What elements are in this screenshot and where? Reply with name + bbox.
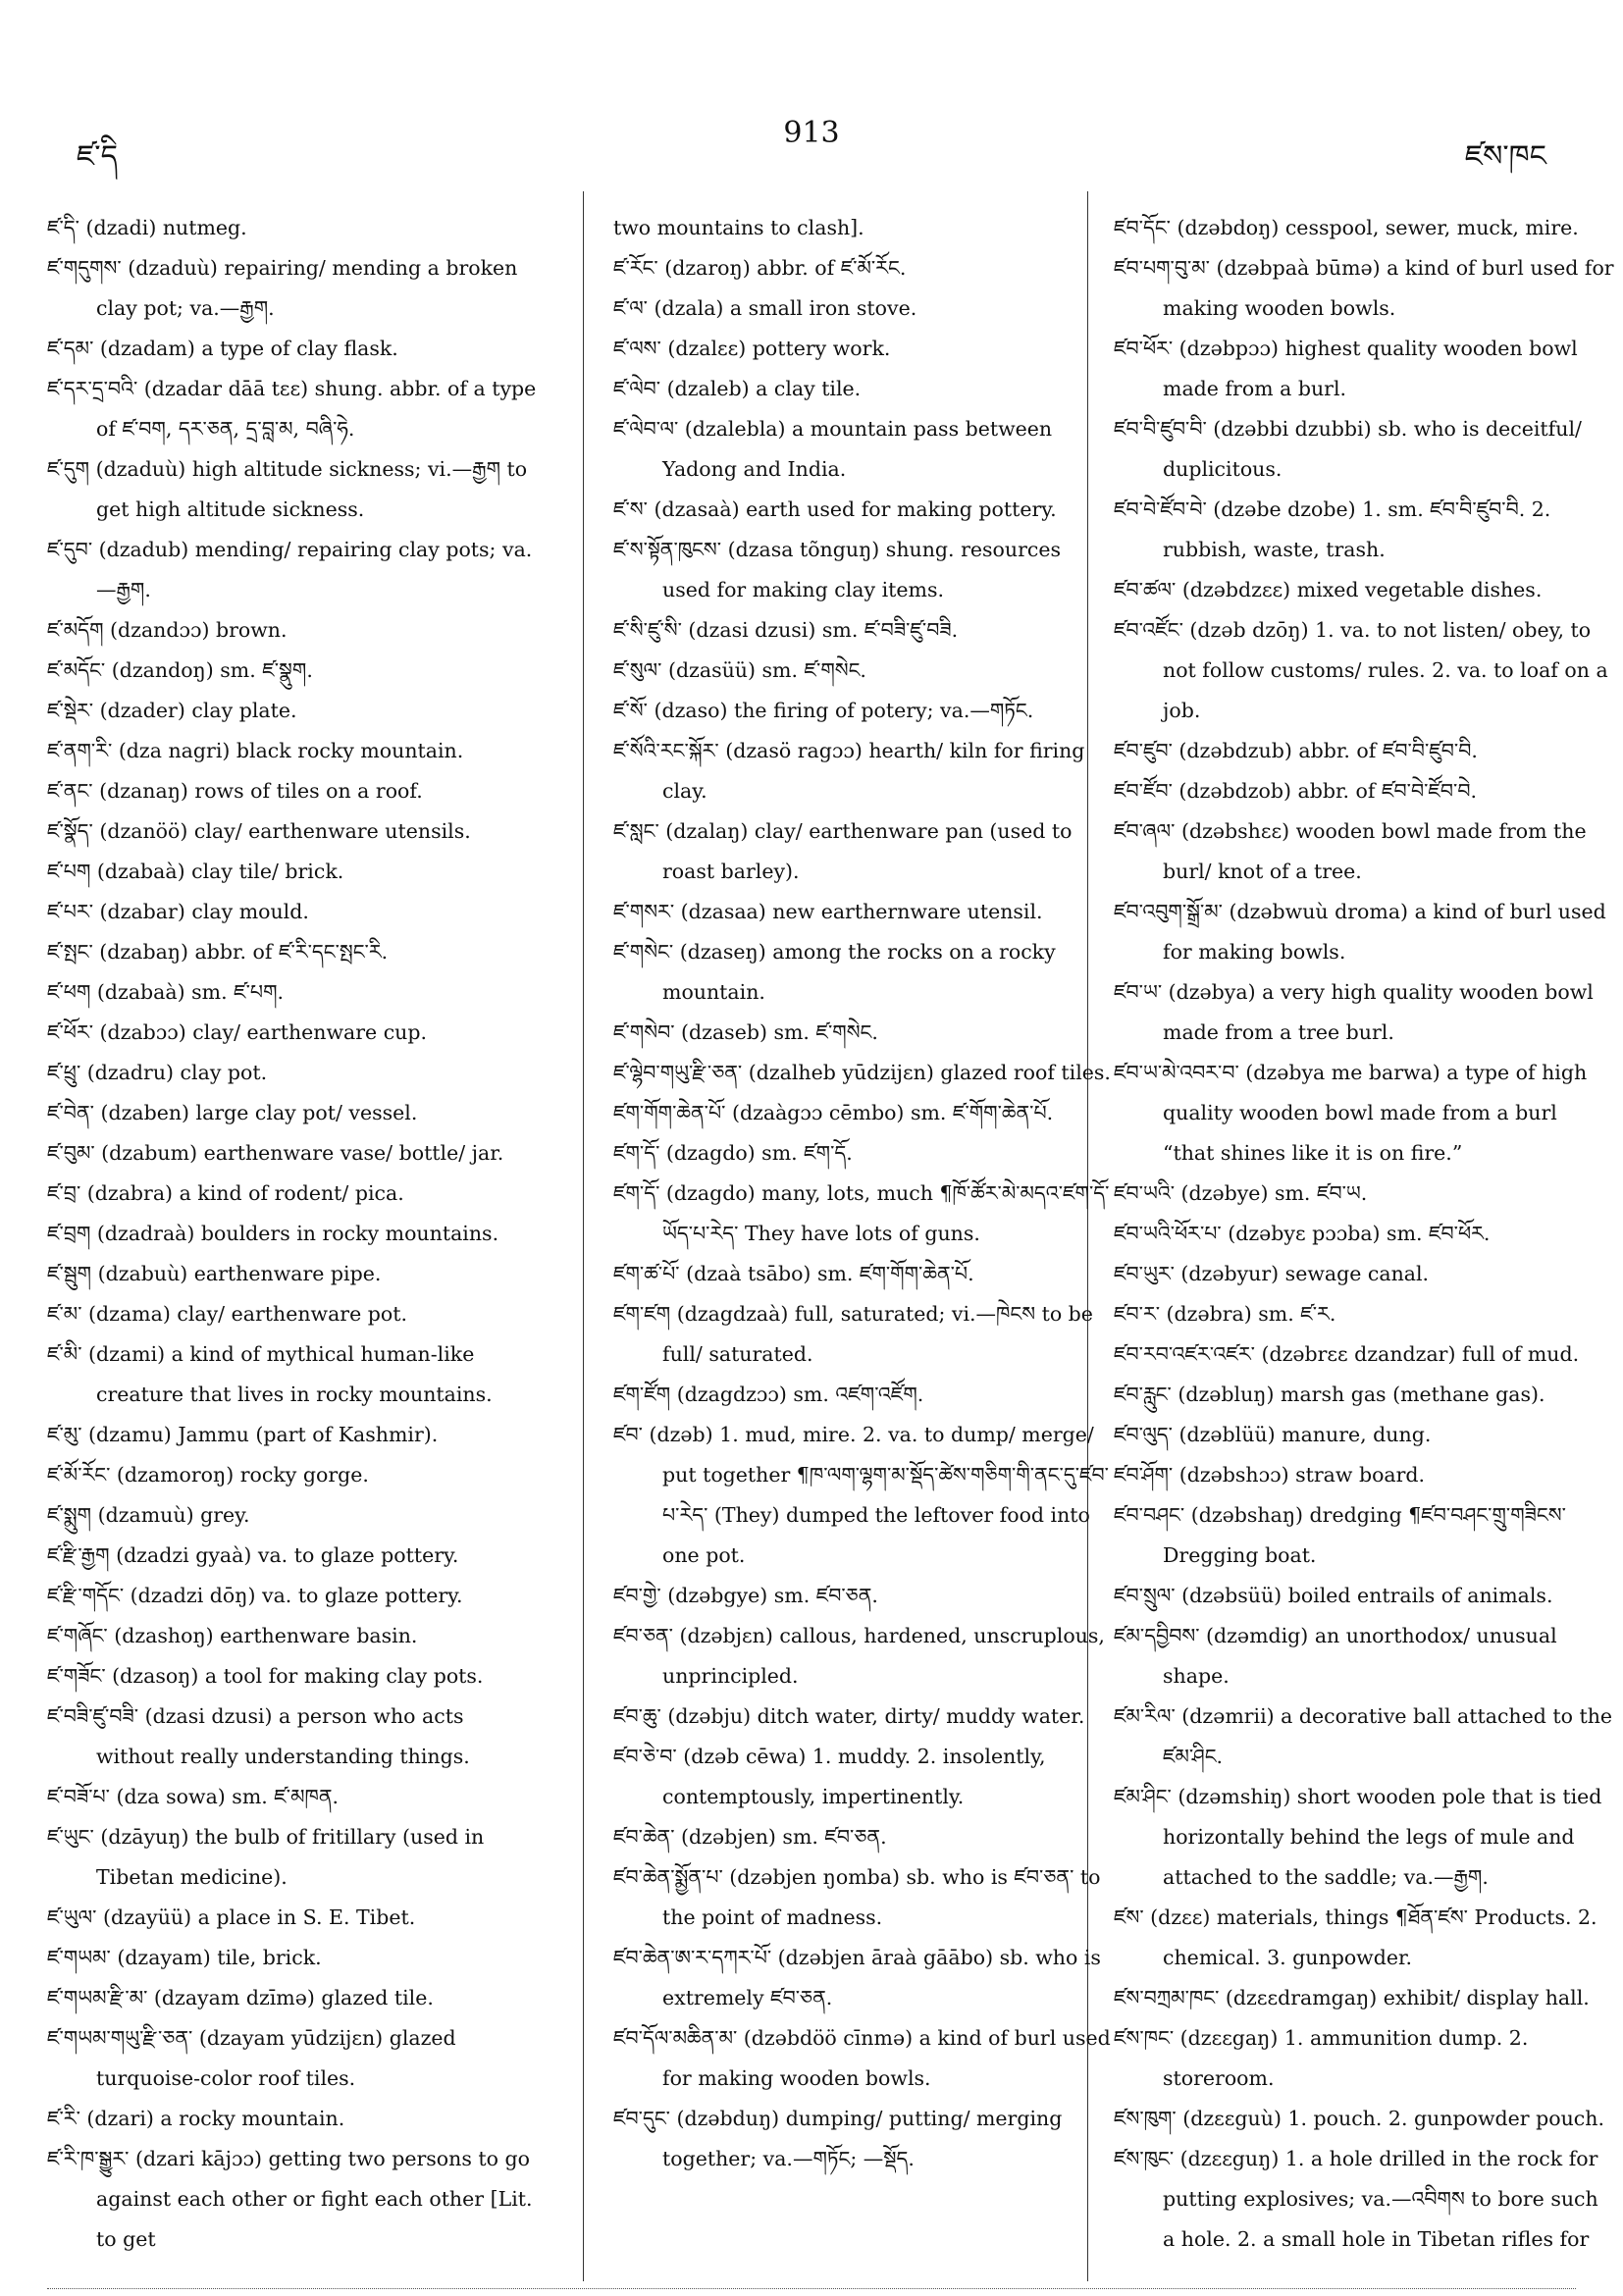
- dictionary-entry: ཛ་མོ་རོང་ (dzamoroŋ) rocky gorge.: [47, 1463, 369, 1487]
- dictionary-entry: ཛབ་ཞལ་ (dzəbshεε) wooden bowl made from the burl/ knot of a tree.: [1114, 819, 1587, 883]
- dictionary-entry: ཛབ་རབ་འཛར་འཛར་ (dzəbrεε dzandzar) full of mud.: [1114, 1342, 1580, 1366]
- dictionary-entry: ཛ་གཡམ་རྫི་མ་ (dzayam dzīmə) glazed tile.: [47, 1986, 434, 2009]
- dictionary-entry: ཛ་བྲག (dzadraà) boulders in rocky mountains.: [47, 1222, 499, 1245]
- dictionary-entry: ཛ་གཡམ་གཡུ་རྫི་ཅན་ (dzayam yūdzijεn) glazed turquoise-color roof tiles.: [47, 2026, 456, 2090]
- dictionary-entry: ཛ་དུབ་ (dzadub) mending/ repairing clay pots; va.—རྒྱག.: [47, 538, 533, 601]
- dictionary-entry: ཛབ་ཅན་ (dzəbjεn) callous, hardened, unscruplous, unprincipled.: [613, 1624, 1105, 1688]
- dictionary-entry: ཛབ་འབུག་སྒྲོ་མ་ (dzəbwuù droma) a kind of burl used for making bowls.: [1114, 900, 1606, 964]
- dictionary-entry: ཛབ་ཡའི་ (dzəbye) sm. ཛབ་ཡ.: [1114, 1181, 1368, 1205]
- dictionary-entry: ཛ་སུལ་ (dzasüü) sm. ཛ་གསེང.: [613, 658, 866, 682]
- dictionary-entry: ཛ་དི་ (dzadi) nutmeg.: [47, 216, 247, 239]
- dictionary-entry: ཛ་དམ་ (dzadam) a type of clay flask.: [47, 337, 398, 360]
- footer-rule: [47, 2288, 1576, 2289]
- dictionary-entry: ཛ་མདོག (dzandɔɔ) brown.: [47, 618, 288, 642]
- dictionary-entry: ཛབ་བི་ཛུབ་བི་ (dzəbbi dzubbi) sb. who is deceitful/ duplicitous.: [1114, 417, 1582, 481]
- dictionary-entry: ཛ་ནག་རི་ (dza nagri) black rocky mountain.: [47, 739, 464, 762]
- dictionary-entry: ཛས་ཁུག་ (dzεεguù) 1. pouch. 2. gunpowder pouch.: [1114, 2107, 1604, 2130]
- dictionary-entry: ཛབ་དུང་ (dzəbduŋ) dumping/ putting/ merging together; va.—གཏོང; —སྡོད.: [613, 2107, 1063, 2170]
- dictionary-entry: ཛ་གཞོང་ (dzashoŋ) earthenware basin.: [47, 1624, 418, 1647]
- dictionary-entry: ཛབ་དོལ་མཆིན་མ་ (dzəbdöö cīnmə) a kind of burl used for making wooden bowls.: [613, 2026, 1111, 2090]
- dictionary-entry: ཛ་ས་ (dzasaà) earth used for making pottery.: [613, 497, 1057, 521]
- dictionary-entry: ཛབ་ཅེ་བ་ (dzəb cēwa) 1. muddy. 2. insolently, contemptously, impertinently.: [613, 1745, 1046, 1808]
- dictionary-entry: ཛབ་ཛོབ་ (dzəbdzob) abbr. of ཛབ་བེ་ཛོབ་བེ.: [1114, 779, 1477, 803]
- right-guide-word: ཛས་ཁང: [1464, 139, 1546, 174]
- dictionary-entry: ཛས་ཁང་ (dzεεgaŋ) 1. ammunition dump. 2. storeroom.: [1114, 2026, 1529, 2090]
- dictionary-entry: ཛ་སོ་ (dzaso) the firing of potery; va.—གཏོང.: [613, 699, 1034, 722]
- dictionary-entry: ཛ་ཕོར་ (dzabɔɔ) clay/ earthenware cup.: [47, 1020, 428, 1044]
- dictionary-entry: ཛས་ཁུང་ (dzεεguŋ) 1. a hole drilled in the rock for putting explosives; va.—འབིགས to bore such a hole. 2. a small hole in Tibetan rifles for: [1114, 2147, 1598, 2251]
- dictionary-entry: ཛབ་ཡ་ (dzəbya) a very high quality wooden bowl made from a tree burl.: [1114, 980, 1594, 1044]
- dictionary-entry: ཛ་གཡམ་ (dzayam) tile, brick.: [47, 1946, 322, 1969]
- dictionary-entry: ཛ་པག (dzabaà) clay tile/ brick.: [47, 860, 344, 883]
- dictionary-entry: ཛ་མ་ (dzama) clay/ earthenware pot.: [47, 1302, 407, 1326]
- dictionary-entry: ཛབ་ཆུ་ (dzəbju) ditch water, dirty/ muddy water.: [613, 1704, 1085, 1728]
- dictionary-entry: ཛ་བེན་ (dzaben) large clay pot/ vessel.: [47, 1101, 418, 1124]
- dictionary-entry: ཛབ་ཡ་མེ་འབར་བ་ (dzəbya me barwa) a type of high quality wooden bowl made from a burl “that shines like it is on fire.”: [1114, 1061, 1588, 1165]
- dictionary-entry: ཛ་རོང་ (dzaroŋ) abbr. of ཛ་མོ་རོང.: [613, 256, 907, 280]
- dictionary-entry: ཛ་གསེབ་ (dzaseb) sm. ཛ་གསེང.: [613, 1020, 878, 1044]
- dictionary-entry: ཛ་པར་ (dzabar) clay mould.: [47, 900, 309, 923]
- dictionary-entry: ཛབ་ལུད་ (dzəblüü) manure, dung.: [1114, 1423, 1432, 1446]
- dictionary-entry: ཛ་བྲ་ (dzabra) a kind of rodent/ pica.: [47, 1181, 404, 1205]
- dictionary-entry: ཛབ་བེ་ཛོབ་བེ་ (dzəbe dzobe) 1. sm. ཛབ་བི་ཛུབ་བི. 2. rubbish, waste, trash.: [1114, 497, 1551, 561]
- dictionary-entry: ཛ་གསར་ (dzasaa) new earthernware utensil.: [613, 900, 1043, 923]
- dictionary-entry: ཛབ་པག་བུ་མ་ (dzəbpaà būmə) a kind of burl used for making wooden bowls.: [1114, 256, 1614, 320]
- dictionary-entry: ཛ་སི་ཛུ་སི་ (dzasi dzusi) sm. ཛ་བཟི་ཛུ་བཟི.: [613, 618, 959, 642]
- dictionary-entry: ཛ་རྫི་གདོང་ (dzadzi dōŋ) va. to glaze pottery.: [47, 1584, 463, 1607]
- dictionary-column-1: [47, 208, 548, 2260]
- dictionary-entry: ཛབ་ཤོག་ (dzəbshɔɔ) straw board.: [1114, 1463, 1426, 1487]
- dictionary-entry: ཛག་ཚ་པོ་ (dzaà tsābo) sm. ཛག་གོག་ཆེན་པོ.: [613, 1262, 974, 1285]
- dictionary-entry: ཛ་ཡུལ་ (dzayüü) a place in S. E. Tibet.: [47, 1905, 416, 1929]
- dictionary-entry: ཛབ་ཚལ་ (dzəbdzεε) mixed vegetable dishes.: [1114, 578, 1543, 601]
- dictionary-entry: ཛ་སླང་ (dzalaŋ) clay/ earthenware pan (used to roast barley).: [613, 819, 1073, 883]
- dictionary-entry: ཛ་ས་སྟོན་ཁུངས་ (dzasa tõnguŋ) shung. resources used for making clay items.: [613, 538, 1062, 601]
- dictionary-entry: ཛ་རི་ (dzari) a rocky mountain.: [47, 2107, 345, 2130]
- dictionary-entry: ཛག་དོ་ (dzagdo) sm. ཛག་དོ.: [613, 1141, 853, 1165]
- dictionary-entry: ཛབ་ཡའི་ཕོར་པ་ (dzəbyε pɔɔba) sm. ཛབ་ཕོར.: [1114, 1222, 1491, 1245]
- dictionary-entry: ཛབ་ཕོར་ (dzəbpɔɔ) highest quality wooden bowl made from a burl.: [1114, 337, 1578, 400]
- dictionary-entry: ཛ་བཟི་ཛུ་བཟི་ (dzasi dzusi) a person who acts without really understanding things.: [47, 1704, 470, 1768]
- dictionary-entry: ཛབ་ཛུབ་ (dzəbdzub) abbr. of ཛབ་བི་ཛུབ་བི.: [1114, 739, 1478, 762]
- dictionary-entry: ཛ་སྡེར་ (dzader) clay plate.: [47, 699, 297, 722]
- dictionary-entry: ཛ་རྫི་རྒྱག (dzadzi gyaà) va. to glaze pottery.: [47, 1543, 459, 1567]
- page-number: 913: [783, 116, 840, 150]
- dictionary-entry: ཛ་མདོང་ (dzandoŋ) sm. ཛ་སྣུག.: [47, 658, 313, 682]
- dictionary-entry: ཛ་ལ་ (dzala) a small iron stove.: [613, 296, 917, 320]
- dictionary-entry: ཛམ་རིལ་ (dzəmrii) a decorative ball attached to the ཛམ་ཤིང.: [1114, 1704, 1613, 1768]
- dictionary-entry: ཛབ་གྱེ་ (dzəbgye) sm. ཛབ་ཅན.: [613, 1584, 878, 1607]
- dictionary-entry: ཛ་དར་དྲ་བའི་ (dzadar dāā tεε) shung. abbr. of a type of ཛ་བག, དར་ཅན, དྲ་བླ་མ, བཞི་ཧེ.: [47, 377, 537, 441]
- dictionary-entry: ཛ་གདུགས་ (dzaduù) repairing/ mending a broken clay pot; va.—རྒྱག.: [47, 256, 518, 320]
- dictionary-entry: ཛ་སྦུག (dzabuù) earthenware pipe.: [47, 1262, 382, 1285]
- dictionary-column-3: [1114, 208, 1614, 2260]
- dictionary-entry: ཛག་དོ་ (dzagdo) many, lots, much ¶ཁོ་ཚོར་མེ་མདའ་ཛག་དོ་ཡོད་པ་རེད་ They have lots of guns.: [613, 1181, 1110, 1245]
- dictionary-entry: ཛག་གོག་ཆེན་པོ་ (dzaàgɔɔ cēmbo) sm. ཛ་གོག་ཆེན་པོ.: [613, 1101, 1054, 1124]
- dictionary-column-2: [613, 208, 1114, 2179]
- dictionary-entry: ཛ་སྤང་ (dzabaŋ) abbr. of ཛ་རི་དང་སྤང་རི.: [47, 940, 389, 964]
- dictionary-entry: ཛ་ལྷེབ་གཡུ་རྫི་ཅན་ (dzalheb yūdzijεn) glazed roof tiles.: [613, 1061, 1111, 1084]
- dictionary-entry: ཛ་མི་ (dzami) a kind of mythical human-like creature that lives in rocky mountains.: [47, 1342, 493, 1406]
- dictionary-entry: ཛ་སྣོད་ (dzanöö) clay/ earthenware utensils.: [47, 819, 471, 843]
- dictionary-entry: ཛབ་བཤང་ (dzəbshaŋ) dredging ¶ཛབ་བཤང་གྲུ་གཟིངས་ Dregging boat.: [1114, 1503, 1566, 1567]
- dictionary-entry: ཛག་ཛོག (dzagdzɔɔ) sm. འཛག་འཛོག.: [613, 1383, 924, 1406]
- dictionary-entry: ཛ་མུ་ (dzamu) Jammu (part of Kashmir).: [47, 1423, 439, 1446]
- dictionary-entry: two mountains to clash].: [613, 216, 864, 239]
- dictionary-entry: ཛ་དུག (dzaduù) high altitude sickness; vi.—རྒྱག to get high altitude sickness.: [47, 457, 528, 521]
- dictionary-entry: ཛ་སྨུག (dzamuù) grey.: [47, 1503, 250, 1527]
- column-divider: [583, 191, 584, 2281]
- page-header: [0, 116, 1623, 175]
- dictionary-entry: ཛ་ཕག (dzabaà) sm. ཛ་པག.: [47, 980, 285, 1004]
- dictionary-entry: ཛབ་དོང་ (dzəbdoŋ) cesspool, sewer, muck, mire.: [1114, 216, 1579, 239]
- dictionary-entry: ཛབ་ཆེན་ (dzəbjen) sm. ཛབ་ཅན.: [613, 1825, 887, 1849]
- dictionary-entry: ཛབ་འཛོང་ (dzəb dzōŋ) 1. va. to not listen/ obey, to not follow customs/ rules. 2. va. to loaf on a job.: [1114, 618, 1608, 722]
- dictionary-entry: ཛ་གཟོང་ (dzasoŋ) a tool for making clay pots.: [47, 1664, 484, 1688]
- dictionary-entry: ཛ་ལེབ་ལ་ (dzalebla) a mountain pass between Yadong and India.: [613, 417, 1053, 481]
- dictionary-entry: ཛ་བུམ་ (dzabum) earthenware vase/ bottle/ jar.: [47, 1141, 504, 1165]
- dictionary-entry: ཛམ་དབྱིབས་ (dzəmdig) an unorthodox/ unusual shape.: [1114, 1624, 1557, 1688]
- dictionary-entry: ཛ་ནང་ (dzanaŋ) rows of tiles on a roof.: [47, 779, 423, 803]
- dictionary-entry: ཛ་ལེབ་ (dzaleb) a clay tile.: [613, 377, 862, 400]
- dictionary-entry: ཛ་གསེང་ (dzaseŋ) among the rocks on a rocky mountain.: [613, 940, 1056, 1004]
- dictionary-entry: ཛག་ཛག (dzagdzaà) full, saturated; vi.—ཁེངས to be full/ saturated.: [613, 1302, 1093, 1366]
- dictionary-entry: ཛབ་ (dzəb) 1. mud, mire. 2. va. to dump/ merge/ put together ¶ཁ་ལག་ལྷག་མ་སྡོད་ཚེས་གཅིག་གི་ནང་དུ་ཛབ་པ་རེད་ (They) dumped the leftover food into one pot.: [613, 1423, 1109, 1567]
- dictionary-entry: ཛབ་སྲུལ་ (dzəbsüü) boiled entrails of animals.: [1114, 1584, 1553, 1607]
- dictionary-entry: ཛ་ཡུང་ (dzāyuŋ) the bulb of fritillary (used in Tibetan medicine).: [47, 1825, 485, 1889]
- dictionary-entry: ཛབ་རླུང་ (dzəbluŋ) marsh gas (methane gas).: [1114, 1383, 1545, 1406]
- dictionary-entry: ཛབ་ར་ (dzəbra) sm. ཛ་ར.: [1114, 1302, 1336, 1326]
- dictionary-entry: ཛ་བཟོ་པ་ (dza sowa) sm. ཛ་མཁན.: [47, 1785, 340, 1808]
- dictionary-entry: ཛམ་ཤིང་ (dzəmshiŋ) short wooden pole that is tied horizontally behind the legs of mule and attached to the saddle; va.—རྒྱག.: [1114, 1785, 1602, 1889]
- dictionary-entry: ཛ་རི་ཁ་སྒྱུར་ (dzari kājɔɔ) getting two persons to go against each other or fight each other [Lit. to get: [47, 2147, 533, 2251]
- left-guide-word: ཛ་དི: [77, 139, 118, 174]
- dictionary-entry: ཛས་བཀྲམ་ཁང་ (dzεεdramgaŋ) exhibit/ display hall.: [1114, 1986, 1590, 2009]
- dictionary-entry: ཛས་ (dzεε) materials, things ¶ཐོན་ཛས་ Products. 2. chemical. 3. gunpowder.: [1114, 1905, 1597, 1969]
- dictionary-entry: ཛབ་ཆེན་སྨྱོན་པ་ (dzəbjen ŋomba) sb. who is ཛབ་ཅན་ to the point of madness.: [613, 1865, 1101, 1929]
- dictionary-entry: ཛ་སོའི་རང་སྐོར་ (dzasö ragɔɔ) hearth/ kiln for firing clay.: [613, 739, 1085, 803]
- dictionary-entry: ཛབ་ཡུར་ (dzəbyur) sewage canal.: [1114, 1262, 1430, 1285]
- dictionary-entry: ཛབ་ཆེན་ཨ་ར་དཀར་པོ་ (dzəbjen āraà gāābo) sb. who is extremely ཛབ་ཅན.: [613, 1946, 1101, 2009]
- dictionary-entry: ཛ་ཕྲུ་ (dzadru) clay pot.: [47, 1061, 268, 1084]
- dictionary-entry: ཛ་ལས་ (dzalεε) pottery work.: [613, 337, 891, 360]
